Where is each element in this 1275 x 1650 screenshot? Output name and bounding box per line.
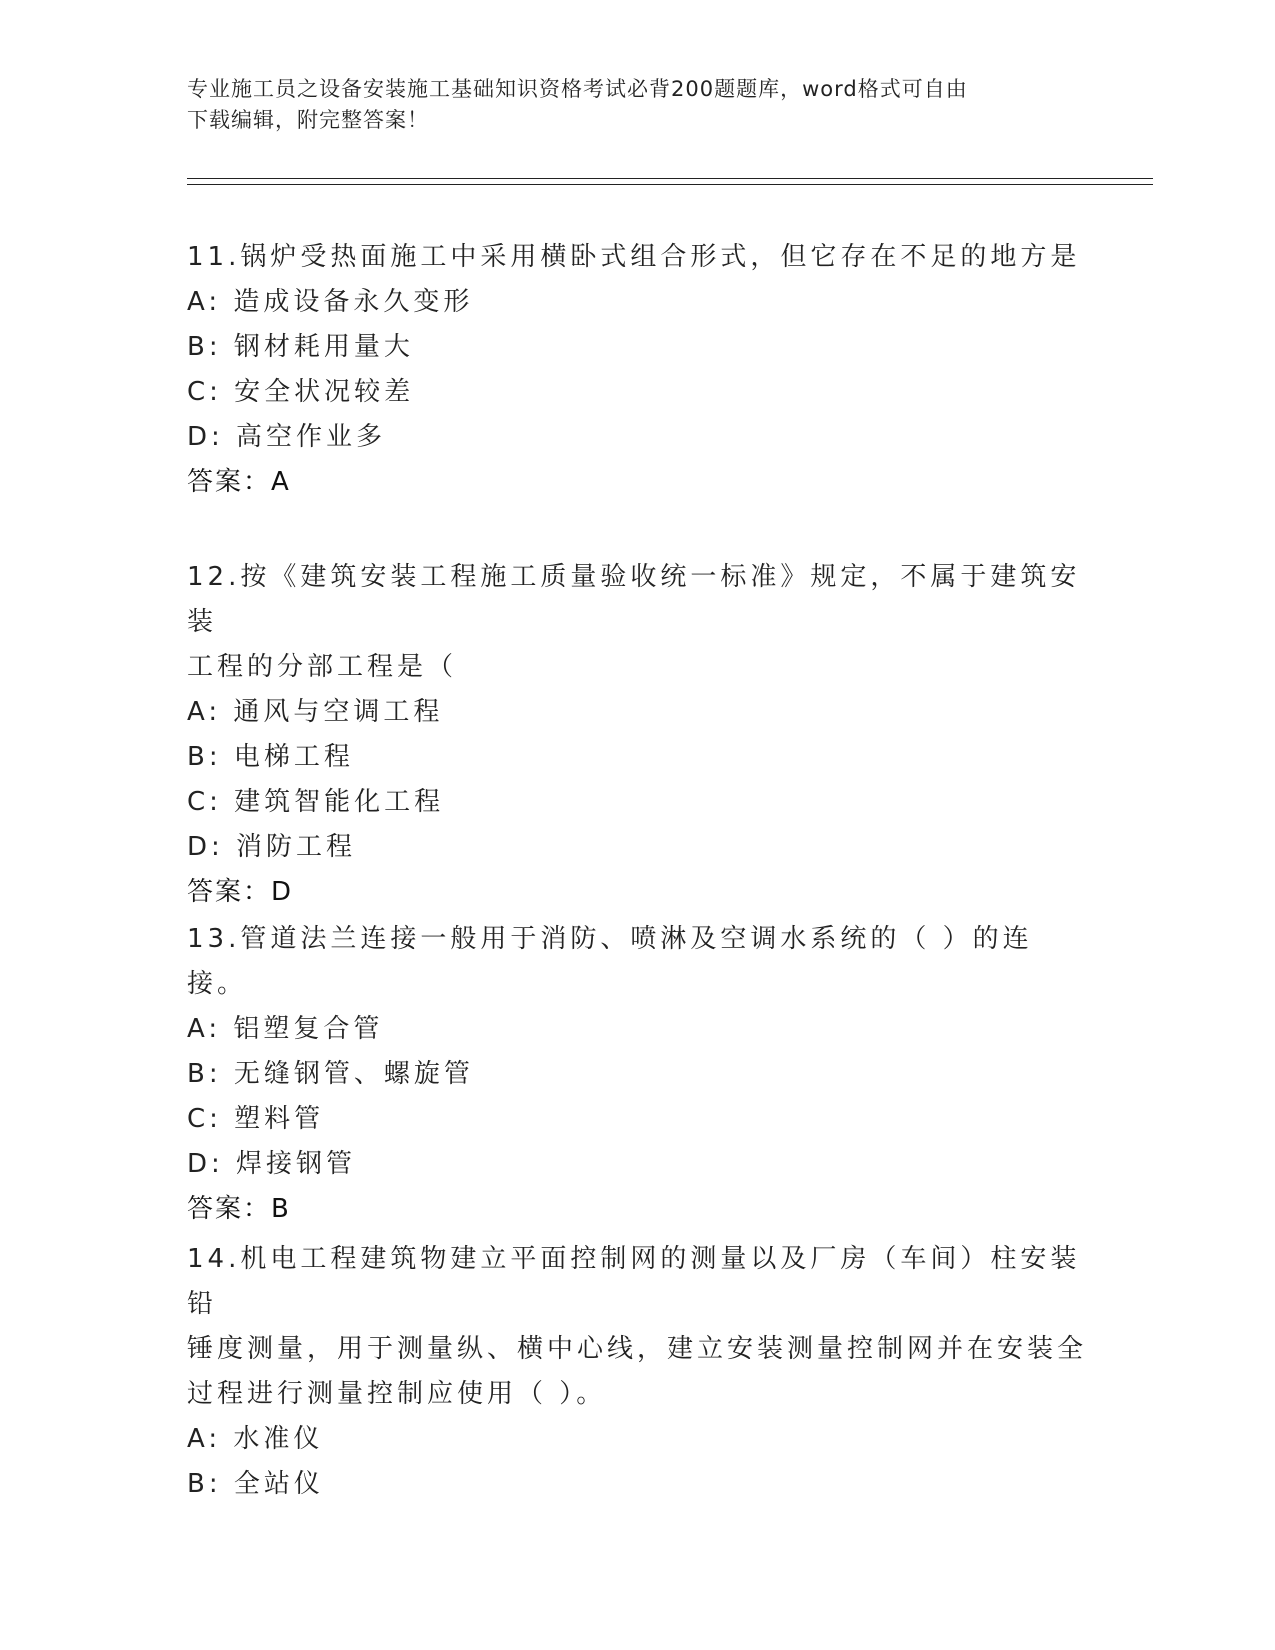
header-divider-top: [187, 178, 1153, 179]
option-c: C: 安全状况较差: [187, 377, 415, 407]
question-text-line-1: 12.按《建筑安装工程施工质量验收统一标准》规定，不属于建筑安装: [187, 562, 1081, 637]
header-divider-bottom: [187, 184, 1153, 185]
option-d: D: 焊接钢管: [187, 1149, 357, 1179]
option-c: C: 建筑智能化工程: [187, 787, 445, 817]
question-text-line-2: 锤度测量，用于测量纵、横中心线，建立安装测量控制网并在安装全: [187, 1334, 1088, 1364]
option-a: A: 铝塑复合管: [187, 1014, 384, 1044]
option-b: B: 无缝钢管、螺旋管: [187, 1059, 474, 1089]
question-11: [187, 235, 1087, 505]
question-12: [187, 555, 1087, 915]
option-a: A: 水准仪: [187, 1424, 324, 1454]
header-line-2: 下载编辑，附完整答案！: [187, 108, 429, 132]
question-text: 11.锅炉受热面施工中采用横卧式组合形式，但它存在不足的地方是: [187, 242, 1081, 272]
answer: 答案：B: [187, 1194, 291, 1224]
question-13: [187, 917, 1087, 1232]
option-a: A: 通风与空调工程: [187, 697, 444, 727]
option-b: B: 电梯工程: [187, 742, 354, 772]
question-14: [187, 1237, 1087, 1507]
answer: 答案：A: [187, 467, 291, 497]
question-text-line-3: 过程进行测量控制应使用（ ）。: [187, 1379, 607, 1409]
option-a: A: 造成设备永久变形: [187, 287, 474, 317]
option-b: B: 全站仪: [187, 1469, 324, 1499]
option-b: B: 钢材耗用量大: [187, 332, 414, 362]
header-line-1: 专业施工员之设备安装施工基础知识资格考试必背200题题库，word格式可自由: [187, 77, 968, 101]
option-d: D: 高空作业多: [187, 422, 387, 452]
option-d: D: 消防工程: [187, 832, 357, 862]
question-text-line-2: 工程的分部工程是（: [187, 652, 458, 682]
answer: 答案：D: [187, 877, 294, 907]
document-header: [187, 74, 1087, 136]
question-text: 13.管道法兰连接一般用于消防、喷淋及空调水系统的（ ）的连接。: [187, 924, 1033, 999]
question-text-line-1: 14.机电工程建筑物建立平面控制网的测量以及厂房（车间）柱安装铅: [187, 1244, 1081, 1319]
option-c: C: 塑料管: [187, 1104, 325, 1134]
